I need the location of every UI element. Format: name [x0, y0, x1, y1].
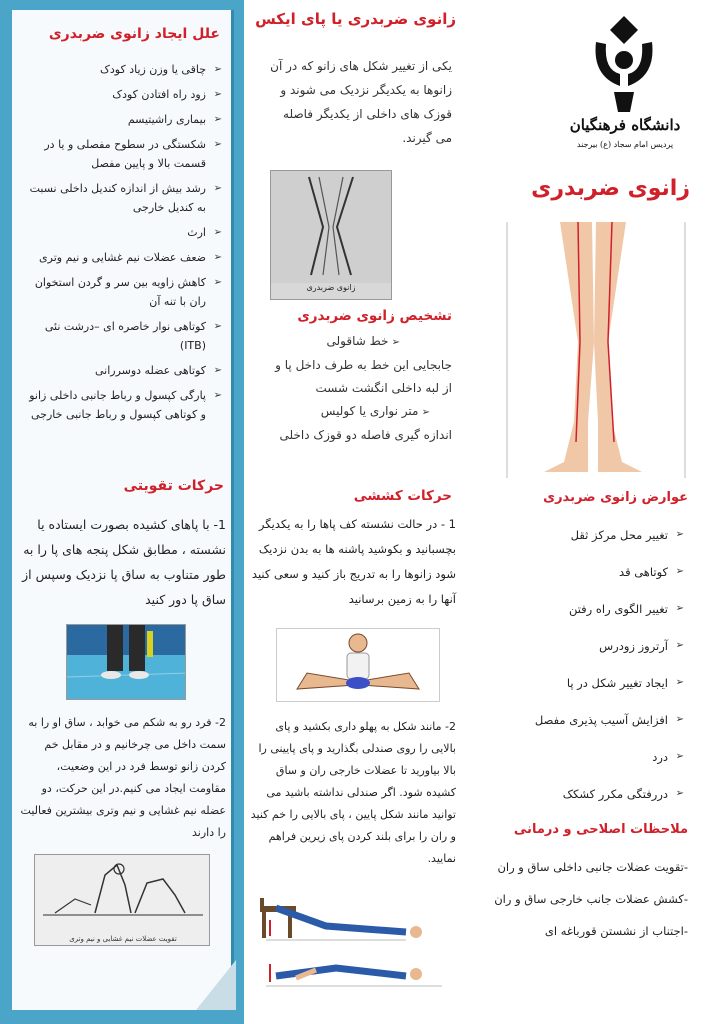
- complication-item: ➢ تغییر محل مرکز ثقل: [520, 526, 684, 544]
- diagnosis-block: [270, 330, 452, 447]
- middle-title: زانوی ضربدری یا پای ایکس: [255, 10, 456, 28]
- exercise-feet-photo: [66, 624, 186, 700]
- corrective-item: -کشش عضلات جانب خارجی ساق و ران: [494, 892, 688, 906]
- diag-2-body: اندازه گیری فاصله دو قوزک داخلی: [279, 428, 452, 442]
- knock-knee-illustration: [271, 171, 391, 283]
- cause-item: ➢ پارگی کپسول و رباط جانبی داخلی زانو و کوتاهی کپسول و رباط جانبی خارجی: [22, 386, 222, 424]
- complications-list-wrap: [520, 526, 684, 822]
- university-logo: [574, 12, 674, 116]
- diagnosis-title: تشخیص زانوی ضربدری: [297, 308, 452, 324]
- side-stretch-chair-illustration: [256, 896, 452, 944]
- causes-title: علل ایجاد زانوی ضربدری: [48, 26, 220, 42]
- causes-list-wrap: [22, 60, 222, 430]
- cause-item: ➢ رشد بیش از اندازه کندیل داخلی نسبت به کندیل خارجی: [22, 179, 222, 217]
- complication-item: ➢ درد: [520, 748, 684, 766]
- university-logo-icon: [574, 12, 674, 116]
- cause-item: ➢ شکستگی در سطوح مفصلی و یا در قسمت بالا و پایین مفصل: [22, 135, 222, 173]
- butterfly-stretch-illustration: [277, 629, 439, 701]
- corrective-list: [470, 860, 688, 938]
- stretch-title: حرکات کششی: [353, 488, 452, 504]
- complication-item: ➢ کوتاهی قد: [520, 563, 684, 581]
- cause-item: ➢ بیماری راشیتیسم: [22, 110, 222, 129]
- diag-1-head: ➢ خط شاقولی: [326, 334, 400, 348]
- knock-knee-photo: [270, 170, 392, 300]
- legs-photo: [506, 222, 686, 478]
- stretch-1-text: 1 - در حالت نشسته کف پاها را به یکدیگر بچسبانید و بکوشید پاشنه ها به بدن نزدیک شود زانوها را به تدریج باز کنید و سعی کنید آنها را به زمین برسانید: [251, 517, 456, 606]
- complication-item: ➢ آرتروز زودرس: [520, 637, 684, 655]
- cause-item: ➢ ضعف عضلات نیم غشایی و نیم وتری: [22, 248, 222, 267]
- photo-caption: زانوی ضربدری: [306, 283, 356, 292]
- side-stretch-floor-image: [256, 950, 452, 990]
- cause-item: ➢ چاقی یا وزن زیاد کودک: [22, 60, 222, 79]
- corrective-item: -اجتناب از نشستن قورباغه ای: [544, 924, 688, 938]
- butterfly-stretch-image: [276, 628, 440, 702]
- exercise-1-text: 1- با پاهای کشیده بصورت ایستاده یا نشسته ، مطابق شکل پنجه های پا را به طور متناوب به ساق پا نزدیک وسپس از ساق پا دور کنید: [22, 517, 226, 607]
- prone-exercise-sketch: [35, 855, 211, 935]
- cause-item: ➢ زود راه افتادن کودک: [22, 85, 222, 104]
- university-campus: پردیس امام سجاد (ع) بیرجند: [576, 140, 674, 149]
- side-stretch-floor-illustration: [256, 950, 452, 990]
- exercise-2-text: 2- فرد رو به شکم می خوابد ، ساق او را به سمت داخل می چرخانیم و در مقابل خم کردن زانو توسط فرد در این وضعیت، مقاومت ایجاد می کنیم.در این حرکت، دو عضله نیم غشایی و نیم وتری بیشترین فعالیت را دارند: [20, 716, 226, 839]
- stretch-2-text: 2- مانند شکل به پهلو داری بکشید و پای بالایی را روی صندلی بگذارید و پای پایینی را بالا بیاورید تا عضلات خارجی ران و ساق کشیده شود. اگر صندلی نداشته باشید می توانید مانند شکل پایین ، پای بالایی را خم کنید و ران را برای بلند کردن پای زیرین فراهم نمایید.: [250, 720, 456, 865]
- side-stretch-chair-image: [256, 896, 452, 944]
- complication-item: ➢ دررفتگی مکرر کشکک: [520, 785, 684, 803]
- complication-item: ➢ افزایش آسیب پذیری مفصل: [520, 711, 684, 729]
- causes-list: [22, 60, 222, 424]
- complications-title: عوارض زانوی ضربدری: [543, 490, 688, 505]
- diag-1-body: جابجایی این خط به طرف داخل پا و از لبه داخلی انگشت شست: [275, 358, 452, 395]
- corrective-title: ملاحظات اصلاحی و درمانی: [513, 822, 688, 837]
- knock-knee-legs-illustration: [508, 222, 680, 478]
- cause-item: ➢ ارث: [22, 223, 222, 242]
- corrective-item: -تقویت عضلات جانبی داخلی ساق و ران: [497, 860, 688, 874]
- exercise-feet-illustration: [67, 625, 186, 700]
- diag-2-head: ➢ متر نواری یا کولیس: [320, 404, 430, 418]
- sketch-caption: تقویت عضلات نیم غشایی و نیم وتری: [69, 935, 177, 943]
- complications-list: [520, 526, 684, 803]
- cause-item: ➢ کوتاهی عضله دوسررانی: [22, 361, 222, 380]
- exercise-sketch: [34, 854, 210, 946]
- complication-item: ➢ تغییر الگوی راه رفتن: [520, 600, 684, 618]
- intro-text: یکی از تغییر شکل های زانو که در آن زانوها به یکدیگر نزدیک می شوند و قوزک های داخلی از یکدیگر فاصله می گیرند.: [270, 59, 452, 145]
- strengthen-title: حرکات تقویتی: [123, 478, 224, 494]
- complication-item: ➢ ایجاد تغییر شکل در پا: [520, 674, 684, 692]
- cause-item: ➢ کوتاهی نوار خاصره ای –درشت نئی (ITB): [22, 317, 222, 355]
- university-name: دانشگاه فرهنگیان: [569, 116, 681, 134]
- main-title: زانوی ضربدری: [531, 176, 690, 201]
- cause-item: ➢ کاهش زاویه بین سر و گردن استخوان ران با تنه آن: [22, 273, 222, 311]
